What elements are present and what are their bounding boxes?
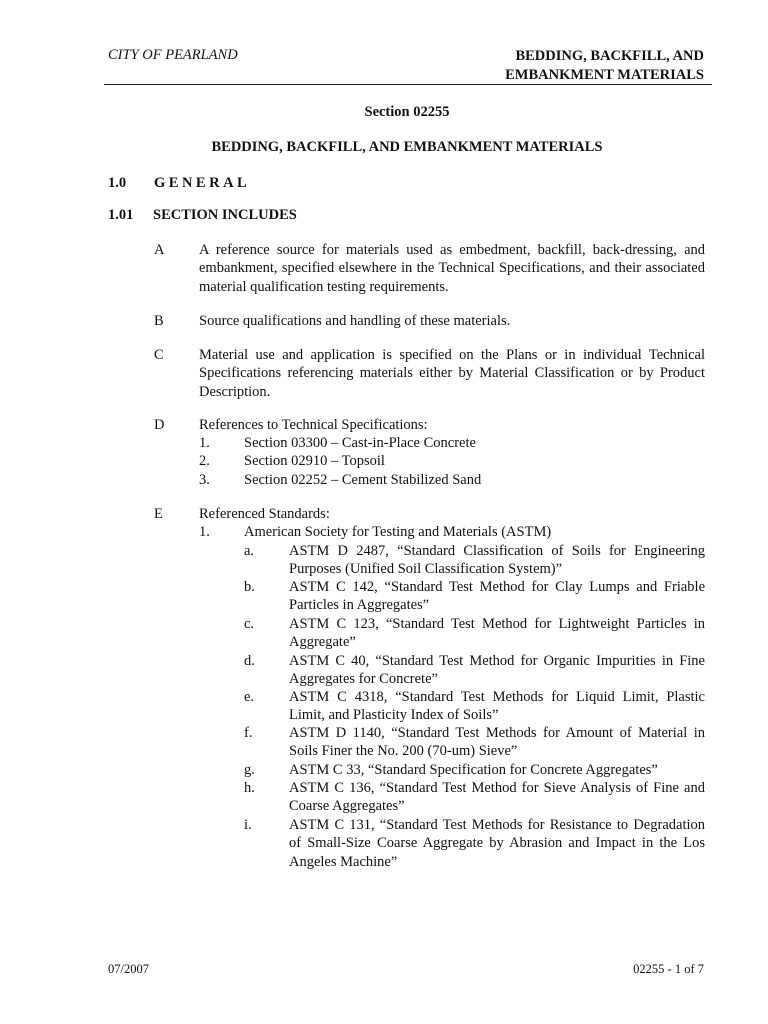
standard-text: ASTM D 1140, “Standard Test Methods for Amount of Material in Soils Finer the No. 200 (70-um) Sieve” <box>289 725 705 760</box>
reference-text: Section 03300 – Cast-in-Place Concrete <box>244 435 476 451</box>
standard-letter: e. <box>244 689 255 705</box>
footer-page-number: 02255 - 1 of 7 <box>633 962 704 976</box>
reference-text: Section 02910 – Topsoil <box>244 453 385 469</box>
standard-letter: i. <box>244 817 252 833</box>
reference-number: 2. <box>199 453 210 469</box>
item-letter: C <box>154 347 164 363</box>
part-number: 1.0 <box>108 175 127 191</box>
section-number: Section 02255 <box>364 104 450 120</box>
standard-letter: h. <box>244 780 255 796</box>
standard-text: ASTM C 131, “Standard Test Methods for Resistance to Degradation of Small-Size Coarse Aggregate by Abrasion and Impact in the Los Angeles Machine” <box>289 817 705 870</box>
reference-text: Section 02252 – Cement Stabilized Sand <box>244 472 482 488</box>
item-letter: D <box>154 417 165 433</box>
standard-letter: g. <box>244 762 255 778</box>
footer-date: 07/2007 <box>108 962 149 976</box>
standard-letter: f. <box>244 725 253 741</box>
item-text: Referenced Standards: <box>199 506 330 522</box>
standard-letter: c. <box>244 616 255 632</box>
standard-text: ASTM D 2487, “Standard Classification of Soils for Engineering Purposes (Unified Soil Classification System)” <box>289 543 705 578</box>
standard-text: ASTM C 136, “Standard Test Method for Sieve Analysis of Fine and Coarse Aggregates” <box>289 780 705 815</box>
item-letter: A <box>154 242 165 258</box>
item-text: A reference source for materials used as embedment, backfill, back-dressing, and embankment, specified elsewhere in the Technical Specifications, and their associated material qualification testing requirements. <box>199 242 705 295</box>
standard-text: ASTM C 33, “Standard Specification for Concrete Aggregates” <box>289 762 658 778</box>
item-text: References to Technical Specifications: <box>199 417 428 433</box>
standard-text: ASTM C 4318, “Standard Test Methods for Liquid Limit, Plastic Limit, and Plasticity Index of Soils” <box>289 689 705 724</box>
standard-letter: d. <box>244 653 255 669</box>
reference-number: 1. <box>199 435 210 451</box>
section-title: BEDDING, BACKFILL, AND EMBANKMENT MATERIALS <box>211 139 603 155</box>
header-title-line-2: EMBANKMENT MATERIALS <box>505 66 704 83</box>
standard-letter: b. <box>244 579 255 595</box>
standard-letter: a. <box>244 543 255 559</box>
header-title-line-1: BEDDING, BACKFILL, AND <box>515 48 704 64</box>
article-title: SECTION INCLUDES <box>153 207 297 223</box>
reference-number: 3. <box>199 472 210 488</box>
standard-text: ASTM C 142, “Standard Test Method for Clay Lumps and Friable Particles in Aggregates” <box>289 579 705 614</box>
standard-text: ASTM C 40, “Standard Test Method for Organic Impurities in Fine Aggregates for Concrete” <box>289 653 705 688</box>
standards-body-number: 1. <box>199 524 210 540</box>
header-city: CITY OF PEARLAND <box>108 47 238 63</box>
standard-text: ASTM C 123, “Standard Test Method for Lightweight Particles in Aggregate” <box>289 616 705 651</box>
part-title: GENERAL <box>154 175 251 191</box>
item-text: Material use and application is specified on the Plans or in individual Technical Specifications referencing materials either by Material Classification or by Product Description. <box>199 347 705 400</box>
header-rule <box>104 84 712 85</box>
item-text: Source qualifications and handling of these materials. <box>199 313 511 329</box>
header-section-title <box>505 47 704 84</box>
article-number: 1.01 <box>108 207 134 223</box>
item-letter: B <box>154 313 164 329</box>
item-letter: E <box>154 506 163 522</box>
standards-body-text: American Society for Testing and Materials (ASTM) <box>244 524 552 540</box>
